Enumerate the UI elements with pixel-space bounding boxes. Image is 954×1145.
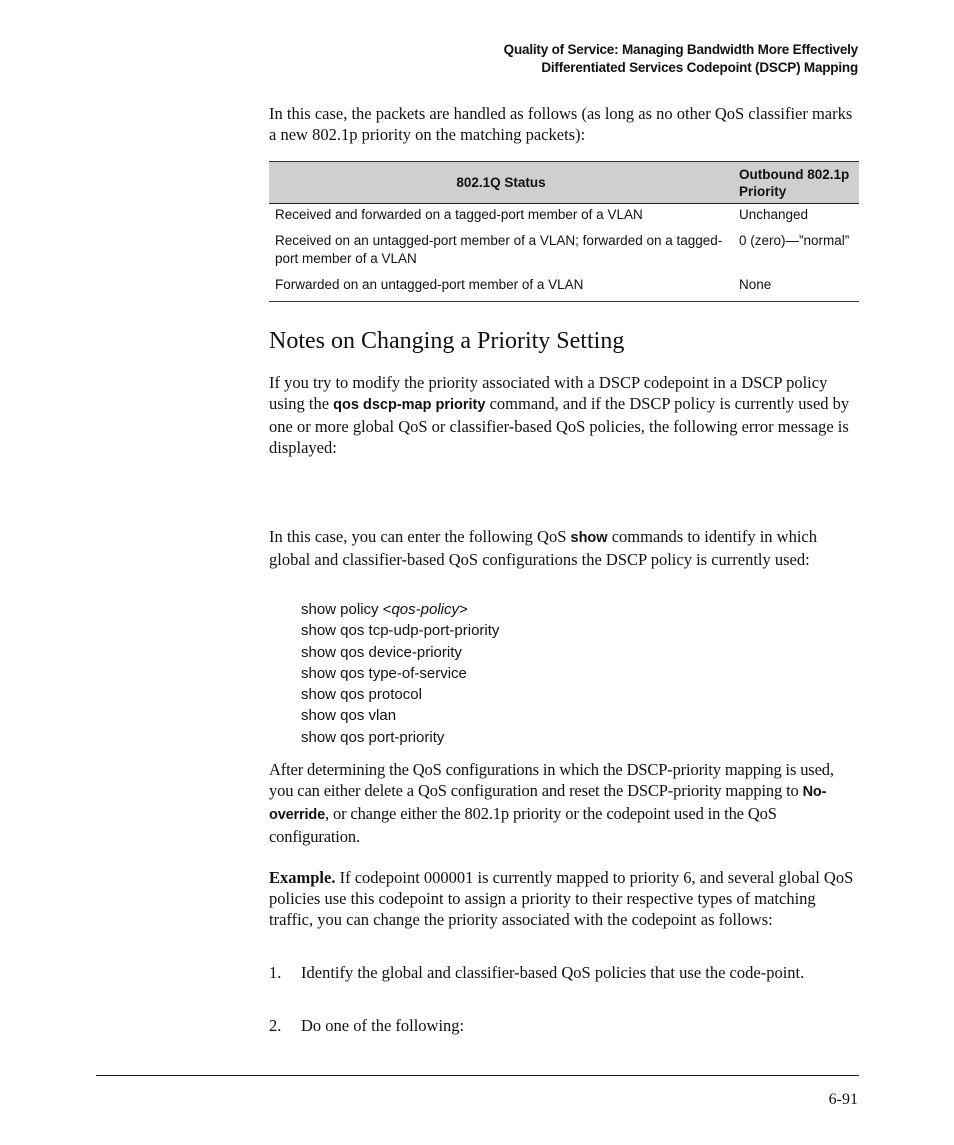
text-span: , or change either the 802.1p priority or the codepoint used in the QoS configuration.: [269, 804, 777, 846]
column-header-status: 802.1Q Status: [269, 162, 733, 204]
list-item: [269, 962, 859, 983]
command-list: [301, 599, 499, 748]
text-span: commands to identify in which global and classifier-based QoS configurations the DSCP policy is currently used:: [269, 527, 818, 569]
intro-paragraph: In this case, the packets are handled as follows (as long as no other QoS classifier marks a new 802.1p priority on the matching packets):: [269, 104, 853, 144]
column-header-priority: Outbound 802.1p Priority: [733, 162, 859, 204]
command-item: show qos vlan: [301, 707, 397, 725]
command-item: show qos protocol: [301, 686, 422, 704]
command-item: show qos tcp-udp-port-priority: [301, 622, 500, 640]
command-name: No-override: [269, 784, 827, 823]
list-item: [269, 1015, 859, 1036]
command-text: show policy <: [301, 601, 392, 618]
table-cell-status: Forwarded on an untagged-port member of a VLAN: [269, 273, 733, 302]
text-span: After determining the QoS configurations in which the DSCP-priority mapping is used, you can either delete a QoS configuration and reset the DSCP-priority mapping to: [269, 760, 834, 800]
command-name: show: [570, 530, 608, 546]
table-cell-priority: Unchanged: [739, 207, 809, 222]
command-text: >: [459, 601, 468, 618]
text-span: In this case, you can enter the following QoS: [269, 527, 571, 546]
running-header: [504, 41, 858, 77]
table-cell-priority: 0 (zero)—”normal”: [739, 233, 850, 248]
header-line-1: Quality of Service: Managing Bandwidth More Effectively: [503, 42, 858, 57]
paragraph-example: [269, 867, 859, 930]
command-argument: qos-policy: [391, 601, 459, 618]
command-name: qos dscp-map priority: [333, 397, 486, 413]
paragraph-show-commands: [269, 526, 859, 570]
paragraph-after-determining: [269, 759, 859, 847]
paragraph-error-message: [269, 372, 859, 458]
text-span: If you try to modify the priority associated with a DSCP codepoint in a DSCP policy using the: [269, 373, 828, 413]
example-label: Example.: [269, 868, 336, 887]
step-number: 1.: [269, 963, 282, 982]
command-item: show qos type-of-service: [301, 664, 467, 682]
table-row: [269, 204, 859, 230]
text-span: If codepoint 000001 is currently mapped to priority 6, and several global QoS policies use this codepoint to assign a priority to their respective types of matching traffic, you can change the priority associated with the codepoint as follows:: [269, 868, 854, 929]
section-heading: Notes on Changing a Priority Setting: [269, 328, 625, 354]
command-item: show qos device-priority: [301, 643, 462, 661]
text-span: command, and if the DSCP policy is currently used by one or more global QoS or classifier-based QoS policies, the following error message is displayed:: [269, 394, 850, 457]
step-text: Do one of the following:: [301, 1016, 465, 1035]
table-cell-status: Received and forwarded on a tagged-port member of a VLAN: [275, 207, 643, 222]
page-number: 6-91: [828, 1091, 858, 1108]
table-cell-status: Received on an untagged-port member of a VLAN; forwarded on a tagged-port member of a VLAN: [275, 233, 723, 266]
step-text: Identify the global and classifier-based QoS policies that use the code-point.: [301, 963, 805, 982]
command-item: show qos port-priority: [301, 728, 445, 746]
table-header-row: [269, 162, 859, 204]
footer-rule: [96, 1075, 859, 1076]
table-row: [269, 229, 859, 273]
table-cell-priority: None: [733, 273, 859, 302]
priority-status-table: [269, 161, 859, 302]
header-line-2: Differentiated Services Codepoint (DSCP) Mapping: [541, 60, 858, 75]
step-number: 2.: [269, 1016, 282, 1035]
command-item: [301, 599, 499, 620]
table-row: [269, 273, 859, 302]
